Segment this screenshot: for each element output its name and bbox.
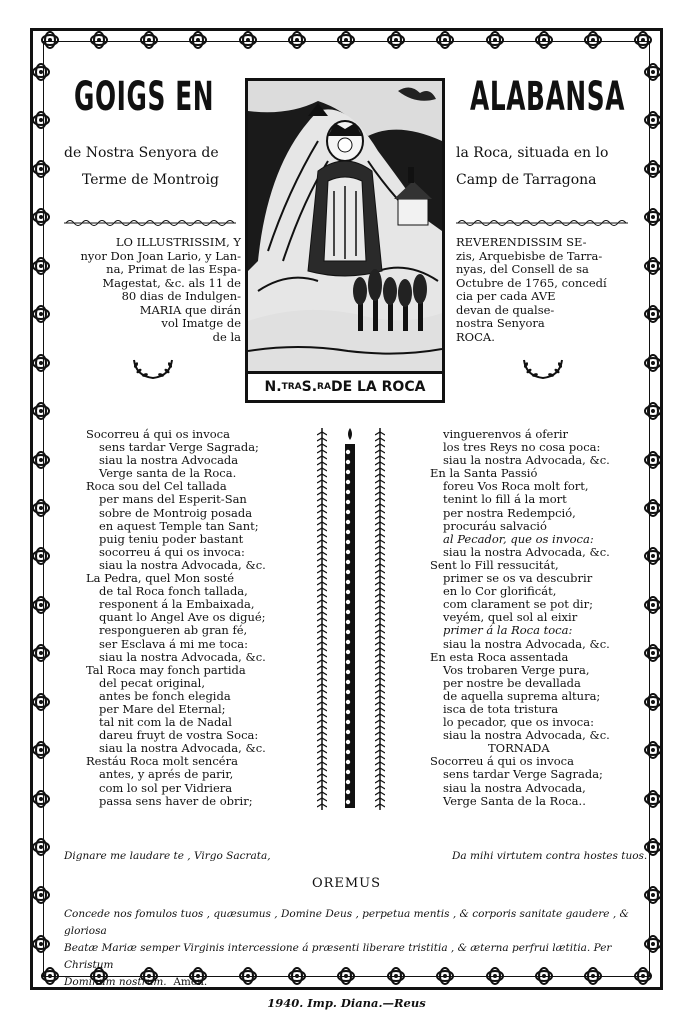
verse-line: primer se os va descubrir <box>443 571 593 586</box>
verse-line: Socorreu á qui os invoca <box>86 427 230 441</box>
knot-ornament-icon <box>583 30 603 50</box>
woodcut-illustration <box>248 81 442 374</box>
intro-line: nostra Senyora <box>456 316 545 330</box>
knot-ornament-icon <box>643 498 663 518</box>
verse-line: siau la nostra Advocada, &c. <box>99 649 266 664</box>
knot-ornament-icon <box>31 934 51 954</box>
verses-left-column <box>86 428 266 808</box>
verse-line: en aquest Temple tan Sant; <box>99 518 259 533</box>
intro-line: 80 dias de Indulgen- <box>121 289 241 303</box>
latin-antiphon-right: Da mihi virtutem contra hostes tuos. <box>452 850 648 862</box>
intro-line: zis, Arquebisbe de Tarra- <box>456 248 603 263</box>
knot-ornament-icon <box>643 546 663 566</box>
verse-line: siau la nostra Advocada, &c. <box>443 544 610 559</box>
knot-ornament-icon <box>633 30 653 50</box>
title-right: ALABANSA <box>470 74 626 120</box>
verse-line: per mans del Esperit-San <box>99 492 247 507</box>
top-ornament-row <box>40 30 653 50</box>
knot-ornament-icon <box>643 595 663 615</box>
amen-text: Amen. <box>173 976 208 988</box>
verse-line: vinguerenvos á oferir <box>443 427 569 441</box>
knot-ornament-icon <box>31 207 51 227</box>
knot-ornament-icon <box>31 789 51 809</box>
verse-line: siau la nostra Advocada, &c. <box>443 728 610 743</box>
prayer-line-text: Dominum nostrum. <box>64 976 167 988</box>
knot-ornament-icon <box>643 450 663 470</box>
decorative-rule-left <box>64 218 236 228</box>
verse-line: antes be fonch elegida <box>99 688 231 703</box>
knot-ornament-icon <box>31 450 51 470</box>
intro-right <box>456 236 607 344</box>
verse-line: del pecat original, <box>99 675 205 690</box>
knot-ornament-icon <box>435 30 455 50</box>
verse-line: Socorreu á qui os invoca <box>430 754 574 769</box>
caption-text: S. <box>301 379 318 395</box>
knot-ornament-icon <box>643 789 663 809</box>
knot-ornament-icon <box>643 62 663 82</box>
intro-left <box>81 236 241 344</box>
knot-ornament-icon <box>643 692 663 712</box>
subtitle-line2-right: Camp de Tarragona <box>456 172 597 188</box>
verse-line: siau la nostra Advocada, <box>443 780 586 795</box>
intro-line: nyor Don Joan Lario, y Lan- <box>80 248 241 263</box>
knot-ornament-icon <box>31 498 51 518</box>
verse-line: de aquella suprema altura; <box>443 688 601 703</box>
prayer-line: Concede nos fomulos tuos , quæsumus , Domine Deus , perpetua mentis , & corporis sanitate gaudere , & gloriosa <box>64 908 629 937</box>
knot-ornament-icon <box>643 256 663 276</box>
intro-line: de la <box>212 329 241 344</box>
knot-ornament-icon <box>31 304 51 324</box>
knot-ornament-icon <box>386 30 406 50</box>
verse-line: antes, y aprés de parir, <box>99 767 234 782</box>
verse-line: Tal Roca may fonch partida <box>86 662 246 677</box>
verse-line: socorreu á qui os invoca: <box>99 544 245 559</box>
intro-line: Magestat, &c. als 11 de <box>102 275 241 290</box>
verse-line: de tal Roca fonch tallada, <box>99 584 248 599</box>
knot-ornament-icon <box>643 304 663 324</box>
subtitle-line2-left: Terme de Montroig <box>82 172 219 188</box>
verse-line: responent á la Embaixada, <box>99 597 255 612</box>
intro-line: Octubre de 1765, concedí <box>456 275 607 290</box>
knot-ornament-icon <box>31 159 51 179</box>
subtitle-line1-left: de Nostra Senyora de <box>64 145 219 161</box>
verse-line: respongueren ab gran fé, <box>99 623 248 638</box>
verse-line: tenint lo fill á la mort <box>443 492 567 507</box>
latin-antiphon-left: Dignare me laudare te , Virgo Sacrata, <box>64 850 271 862</box>
verse-line: per nostra Redempció, <box>443 505 576 520</box>
left-ornament-column <box>31 62 51 954</box>
knot-ornament-icon <box>188 30 208 50</box>
prayer-text <box>64 906 640 991</box>
knot-ornament-icon <box>31 110 51 130</box>
knot-ornament-icon <box>336 30 356 50</box>
knot-ornament-icon <box>31 546 51 566</box>
verse-line: per nostre be devallada <box>443 675 581 690</box>
knot-ornament-icon <box>31 256 51 276</box>
knot-ornament-icon <box>643 934 663 954</box>
verse-line: Restáu Roca molt sencéra <box>86 754 238 769</box>
verse-line: en lo Cor glorificát, <box>443 584 557 599</box>
intro-line: nyas, del Consell de sa <box>456 262 589 276</box>
verse-line: sens tardar Verge Sagrada; <box>443 767 603 782</box>
knot-ornament-icon <box>40 966 60 986</box>
caption-text: DE LA ROCA <box>330 379 426 395</box>
wheat-vine-left <box>317 428 327 810</box>
knot-ornament-icon <box>643 159 663 179</box>
imprint-line: 1940. Imp. Diana.—Reus <box>267 996 426 1010</box>
verse-line: Verge Santa de la Roca.. <box>443 793 586 808</box>
knot-ornament-icon <box>31 643 51 663</box>
verse-line: Verge santa de la Roca. <box>99 466 237 481</box>
verse-line: foreu Vos Roca molt fort, <box>443 479 589 494</box>
verse-line: Vos trobaren Verge pura, <box>443 662 590 677</box>
verse-line: siau la nostra Advocada <box>99 453 239 468</box>
knot-ornament-icon <box>31 692 51 712</box>
knot-ornament-icon <box>534 30 554 50</box>
caption-text: N. <box>264 379 282 395</box>
knot-ornament-icon <box>643 353 663 373</box>
knot-ornament-icon <box>31 837 51 857</box>
knot-ornament-icon <box>287 30 307 50</box>
verse-line: siau la nostra Advocada, &c. <box>443 636 610 651</box>
knot-ornament-icon <box>31 595 51 615</box>
laurel-wreath-icon <box>130 356 176 382</box>
decorative-rule-right <box>456 218 628 228</box>
verse-line: dareu fruyt de vostra Soca: <box>99 728 259 743</box>
verse-line: sens tardar Verge Sagrada; <box>99 440 259 455</box>
knot-ornament-icon <box>31 62 51 82</box>
verse-line: procuráu salvació <box>443 518 547 533</box>
verse-line: isca de tota tristura <box>443 701 559 716</box>
knot-ornament-icon <box>31 740 51 760</box>
knot-ornament-icon <box>89 30 109 50</box>
verse-line: lo pecador, que os invoca: <box>443 715 594 730</box>
verse-line: La Pedra, quel Mon sosté <box>86 571 235 586</box>
caption-sup: RA <box>317 382 331 392</box>
verse-line: En la Santa Passió <box>430 466 538 481</box>
intro-line: MARIA que dirán <box>139 302 241 317</box>
verse-line: al Pecador, que os invoca: <box>443 531 594 546</box>
intro-line: LO ILLUSTRISSIM, Y <box>115 235 241 249</box>
verse-line: ser Esclava á mi me toca: <box>99 636 248 651</box>
prayer-line <box>64 974 640 991</box>
oremus-heading: OREMUS <box>311 876 382 891</box>
intro-line: devan de qualse- <box>456 302 555 317</box>
verse-line: En esta Roca assentada <box>430 649 569 664</box>
floral-column <box>341 428 359 810</box>
caption-sup: TRA <box>281 382 302 392</box>
verse-line: com clarament se pot dir; <box>443 597 593 612</box>
verse-line: sobre de Montroig posada <box>99 505 253 520</box>
verse-line: com lo sol per Vidriera <box>99 780 233 795</box>
verse-line: siau la nostra Advocada, &c. <box>99 741 266 756</box>
verse-line: los tres Reys no cosa poca: <box>443 440 601 455</box>
title-left: GOIGS EN <box>74 74 215 120</box>
verse-line: TORNADA <box>488 741 550 756</box>
verse-line: puig teniu poder bastant <box>99 531 244 546</box>
knot-ornament-icon <box>31 401 51 421</box>
verse-line: passa sens haver de obrir; <box>99 793 253 808</box>
knot-ornament-icon <box>40 30 60 50</box>
woodcut-caption <box>248 371 442 400</box>
laurel-wreath-icon <box>520 356 566 382</box>
verse-line: Roca sou del Cel tallada <box>86 479 227 494</box>
intro-line: cia per cada AVE <box>456 289 556 303</box>
wheat-vine-right <box>375 428 385 810</box>
verse-line: tal nit com la de Nadal <box>99 715 232 730</box>
right-ornament-column <box>643 62 663 954</box>
intro-line: vol Imatge de <box>161 316 241 330</box>
knot-ornament-icon <box>139 30 159 50</box>
intro-line: ROCA. <box>456 329 495 344</box>
knot-ornament-icon <box>643 643 663 663</box>
knot-ornament-icon <box>485 30 505 50</box>
intro-line: REVERENDISSIM SE- <box>456 235 587 249</box>
verse-line: per Mare del Eternal; <box>99 701 226 716</box>
intro-line: na, Primat de las Espa- <box>106 262 241 276</box>
knot-ornament-icon <box>643 207 663 227</box>
verses-right-column <box>430 428 610 808</box>
verse-line: siau la nostra Advocada, &c. <box>99 557 266 572</box>
knot-ornament-icon <box>31 353 51 373</box>
verse-line: quant lo Angel Ave os digué; <box>99 610 266 625</box>
prayer-line: Beatæ Mariæ semper Virginis intercessione á præsenti liberare tristitia , & æterna perfrui lætitia. Per Christum <box>64 942 612 971</box>
verse-line: Sent lo Fill ressucitát, <box>430 557 559 572</box>
subtitle-line1-right: la Roca, situada en lo <box>456 145 609 161</box>
verse-line: veyém, quel sol al eixir <box>443 610 578 625</box>
knot-ornament-icon <box>238 30 258 50</box>
verse-line: siau la nostra Advocada, &c. <box>443 453 610 468</box>
knot-ornament-icon <box>643 110 663 130</box>
virgin-woodcut-image <box>245 78 445 403</box>
knot-ornament-icon <box>643 740 663 760</box>
verse-line: primer á la Roca toca: <box>443 623 573 638</box>
knot-ornament-icon <box>643 401 663 421</box>
